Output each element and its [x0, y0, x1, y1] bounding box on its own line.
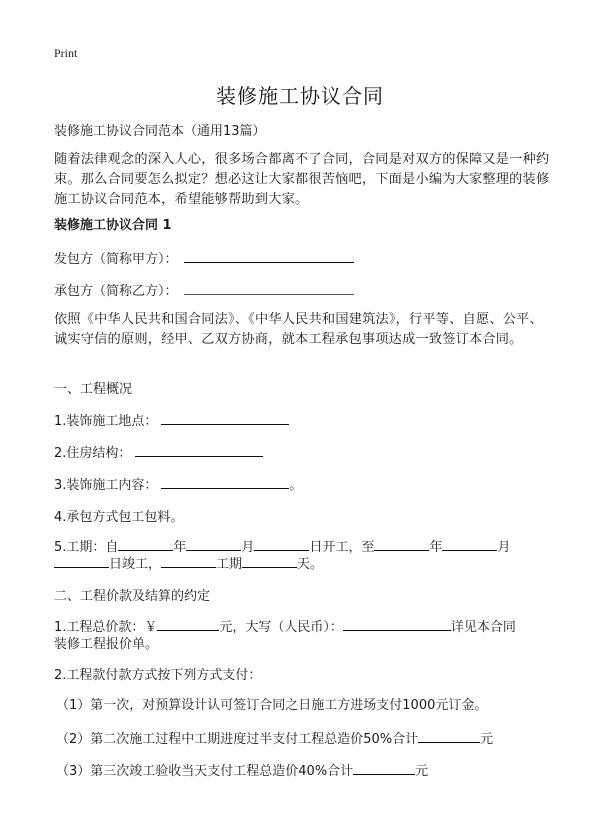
month-label: 月 [241, 540, 255, 555]
payment-intro: 2.工程款付款方式按下列方式支付： [54, 668, 262, 683]
item1-label: 1.装饰施工地点： [54, 414, 158, 429]
print-link[interactable]: Print [54, 46, 78, 60]
item2-label: 2.住房结构： [54, 446, 132, 461]
intro-paragraph: 随着法律观念的深入人心，很多场合都离不了合同，合同是对双方的保障又是一种约束。那么合同要怎么拟定？想必这让大家都很苦恼吧，下面是小编为大家整理的装修施工协议合同范本，希望能够帮助到大家。 [54, 152, 550, 207]
period-blank[interactable] [161, 554, 216, 568]
preamble-paragraph: 依照《中华人民共和国合同法》、《中华人民共和国建筑法》，行平等、自愿、公平、诚实守信的原则，经甲、乙双方协商，就本工程承包事项达成一致签订本合同。 [54, 312, 543, 347]
item2-blank[interactable] [135, 443, 263, 457]
payment-3-text: （3）第三次竣工验收当天支付工程总造价40%合计 [56, 764, 354, 779]
start-label: 日开工，至 [309, 540, 375, 555]
price-prefix: 1.工程总价款：￥ [54, 620, 158, 635]
item4-line: 4.承包方式包工包料。 [54, 510, 184, 525]
payment-2-unit: 元 [480, 732, 494, 747]
price-capital-blank[interactable] [343, 617, 451, 631]
year-label: 年 [429, 540, 443, 555]
price-suffix: 详见本合同 [450, 620, 516, 635]
payment-2-text: （2）第二次施工过程中工期进度过半支付工程总造价50%合计 [56, 732, 419, 747]
part1-heading: 一、工程概况 [54, 382, 133, 397]
days-label: 天。 [297, 557, 324, 572]
item1-blank[interactable] [161, 411, 289, 425]
start-month-blank[interactable] [186, 537, 241, 551]
year-label: 年 [173, 540, 187, 555]
price-line2: 装修工程报价单。 [54, 637, 159, 652]
document-subtitle: 装修施工协议合同范本（通用13篇） [54, 124, 266, 139]
item3-line [54, 474, 302, 493]
item5-prefix: 5.工期：自 [54, 540, 119, 555]
price-yuan: 元，大写（人民币）： [219, 620, 343, 635]
party-b-blank[interactable] [184, 281, 354, 295]
party-b-line [54, 280, 354, 299]
month-label: 月 [497, 540, 511, 555]
payment-3-blank[interactable] [353, 761, 415, 775]
days-blank[interactable] [242, 554, 297, 568]
start-year-blank[interactable] [118, 537, 173, 551]
part2-heading: 二、工程价款及结算的约定 [54, 589, 211, 604]
end-year-blank[interactable] [374, 537, 429, 551]
section-heading: 装修施工协议合同 1 [54, 218, 172, 233]
item3-label: 3.装饰施工内容： [54, 478, 158, 493]
item3-blank[interactable] [161, 475, 289, 489]
end-day-blank[interactable] [54, 554, 109, 568]
end-month-blank[interactable] [442, 537, 497, 551]
party-a-blank[interactable] [184, 249, 354, 263]
document-title: 装修施工协议合同 [216, 84, 384, 108]
payment-item-2 [56, 728, 493, 747]
party-a-label: 发包方（简称甲方）： [54, 252, 178, 267]
payment-3-unit: 元 [415, 764, 429, 779]
item3-suffix: 。 [289, 478, 303, 493]
payment-item-1: （1）第一次，对预算设计认可签订合同之日施工方进场支付1000元订金。 [56, 698, 488, 713]
payment-2-blank[interactable] [418, 729, 480, 743]
item1-line [54, 410, 289, 429]
period-label: 工期 [216, 557, 243, 572]
party-b-label: 承包方（简称乙方）： [54, 284, 178, 299]
item2-line [54, 442, 263, 461]
price-blank[interactable] [157, 617, 219, 631]
start-day-blank[interactable] [254, 537, 309, 551]
end-label: 日竣工， [109, 557, 162, 572]
item5-line2 [54, 553, 323, 572]
payment-item-3 [56, 760, 428, 779]
party-a-line [54, 248, 354, 267]
